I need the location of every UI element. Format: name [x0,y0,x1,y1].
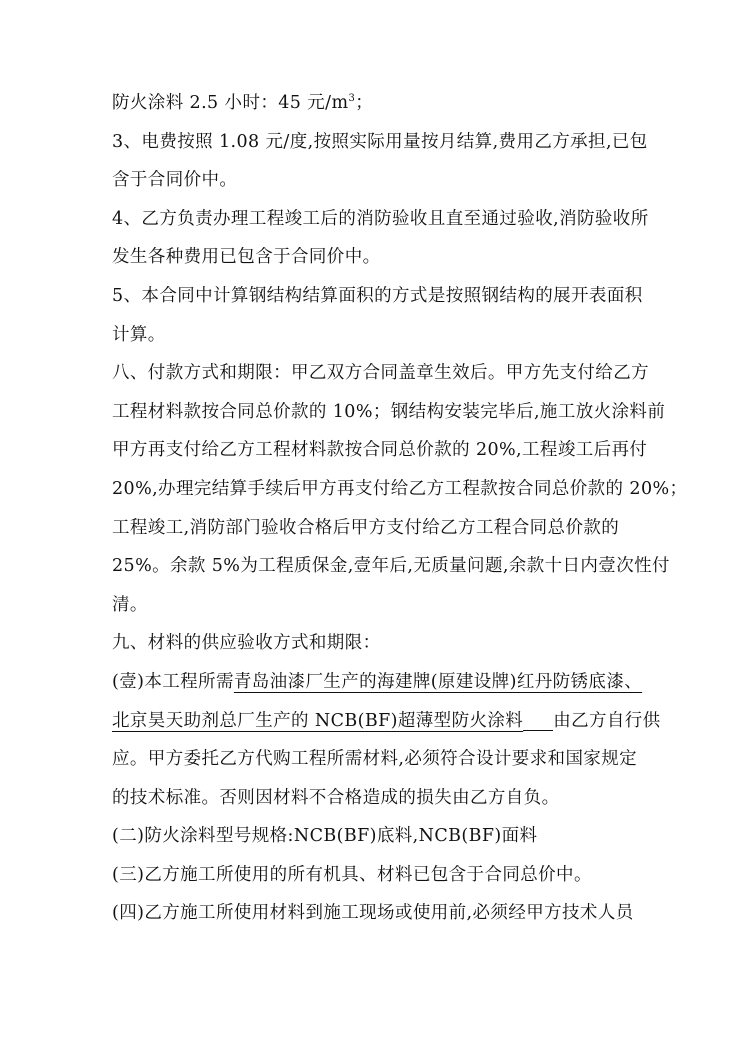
text-run: 由乙方自行供 [553,710,661,731]
paragraph-line: 的技术标准。否则因材料不合格造成的损失由乙方自负。 [112,787,560,808]
paragraph-line: 工程材料款按合同总价款的 10%；钢结构安装完毕后,施工放火涂料前 [112,401,666,422]
paragraph-line: 甲方再支付给乙方工程材料款按合同总价款的 20%,工程竣工后再付 [112,440,648,461]
paragraph-line [112,84,632,123]
paragraph-line: 20%,办理完结算手续后甲方再支付给乙方工程款按合同总价款的 20%； [112,478,688,499]
text-run: (壹)本工程所需 [112,671,234,692]
paragraph-line: (四)乙方施工所使用材料到施工现场或使用前,必须经甲方技术人员 [112,903,634,924]
paragraph-line [112,702,661,741]
paragraph-line: 清。 [112,594,148,615]
paragraph-line: 5、本合同中计算钢结构结算面积的方式是按照钢结构的展开表面积 [112,285,643,306]
underlined-text: 青岛油漆厂生产的海建牌(原建设牌)红丹防锈底漆、 [233,671,643,692]
underlined-text: 北京昊天助剂总厂生产的 NCB(BF)超薄型防火涂料 [112,710,524,731]
section-heading: 九、材料的供应验收方式和期限： [112,633,381,654]
paragraph-line: (三)乙方施工所使用的所有机具、材料已包含于合同总价中。 [112,864,592,885]
superscript: 3 [348,93,356,105]
paragraph-line: 八、付款方式和期限：甲乙双方合同盖章生效后。甲方先支付给乙方 [112,363,649,384]
paragraph-line: 3、电费按照 1.08 元/度,按照实际用量按月结算,费用乙方承担,已包 [112,131,648,152]
paragraph-line: 计算。 [112,324,166,345]
paragraph-line: (二)防火涂料型号规格:NCB(BF)底料,NCB(BF)面料 [112,826,538,847]
underline-blank [523,730,553,731]
paragraph-line: 4、乙方负责办理工程竣工后的消防验收且直至通过验收,消防验收所 [112,208,649,229]
paragraph-line: 应。甲方委托乙方代购工程所需材料,必须符合设计要求和国家规定 [112,749,638,770]
paragraph-line: 工程竣工,消防部门验收合格后甲方支付给乙方工程合同总价款的 [112,517,620,538]
paragraph-line: 发生各种费用已包含于合同价中。 [112,247,381,268]
text-run: 防火涂料 2.5 小时：45 元/m [112,93,349,113]
text-run: ； [355,93,374,113]
paragraph-line: 含于合同价中。 [112,170,238,191]
paragraph-line [112,663,643,702]
paragraph-line: 25%。余款 5%为工程质保金,壹年后,无质量问题,余款十日内壹次性付 [112,556,670,577]
document-body [112,84,688,933]
